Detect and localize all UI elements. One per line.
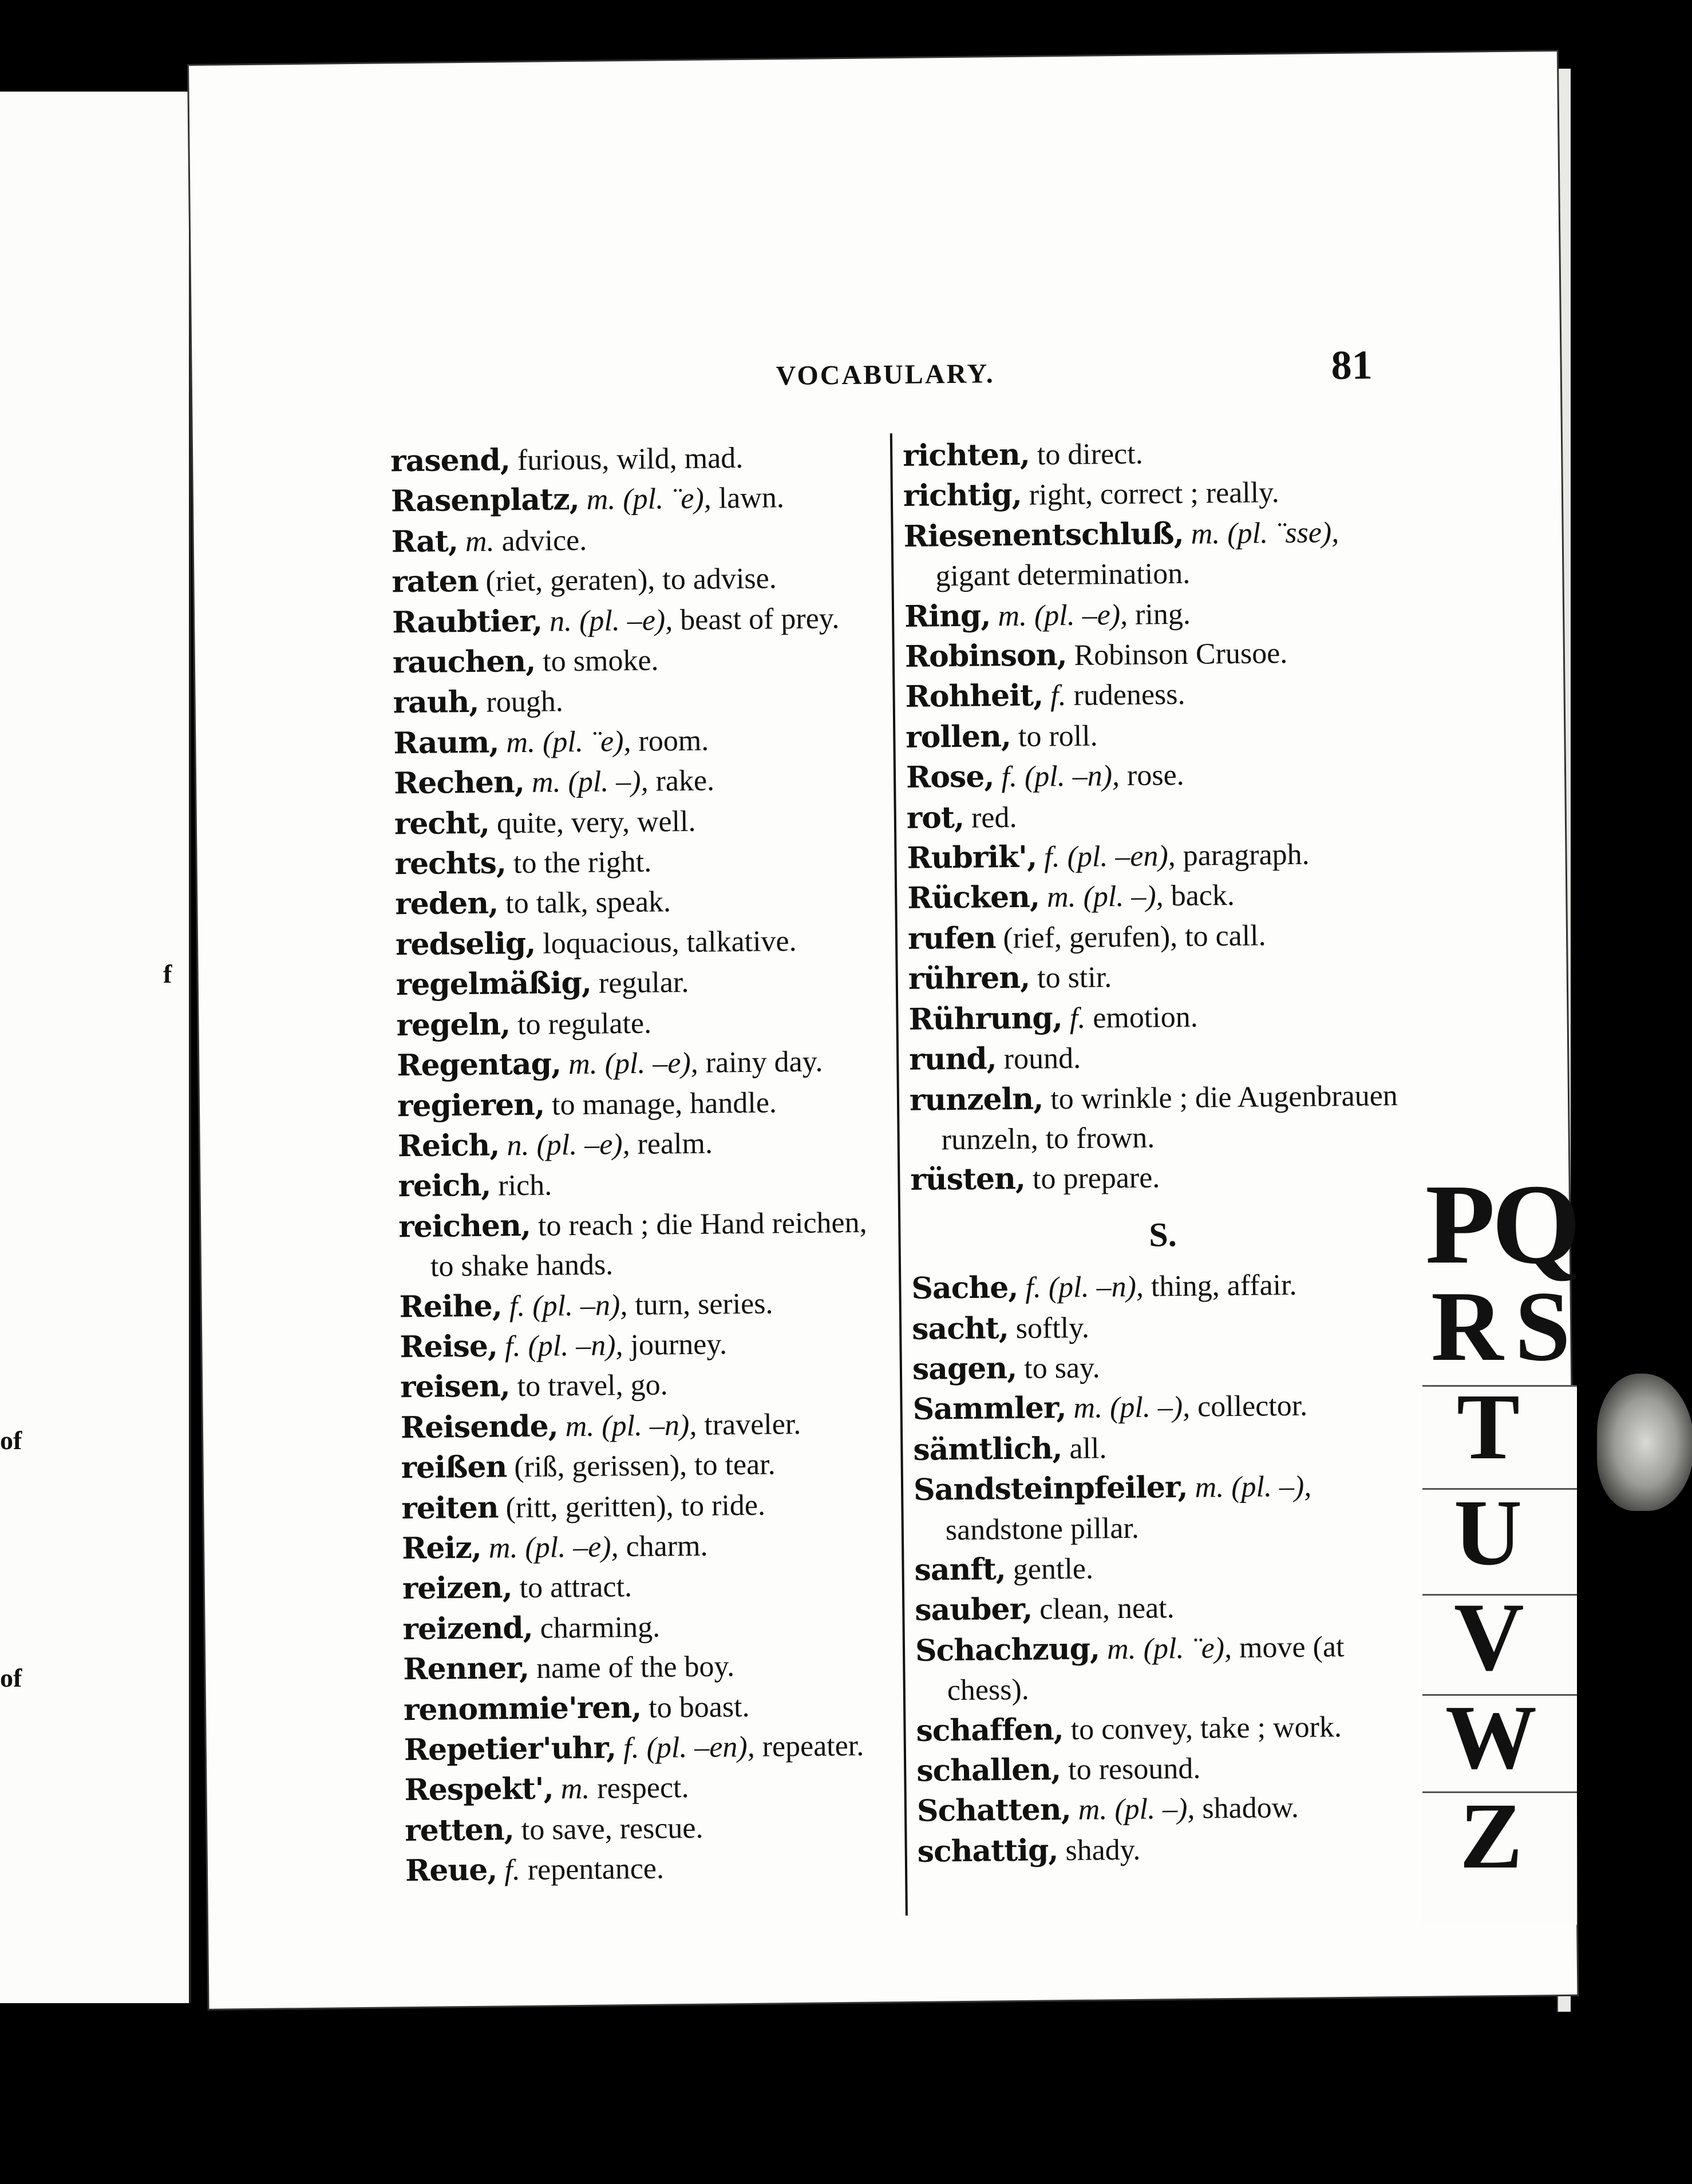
vocabulary-entry bbox=[912, 1384, 1417, 1430]
vocabulary-entry bbox=[907, 873, 1412, 919]
headword: reisen, bbox=[400, 1368, 511, 1405]
headword: reizend, bbox=[402, 1610, 533, 1647]
definition: rough. bbox=[479, 685, 564, 719]
definition: to prepare. bbox=[1025, 1161, 1160, 1196]
headword: rüsten, bbox=[910, 1161, 1026, 1198]
vocabulary-entry bbox=[912, 1304, 1416, 1350]
definition: beast of prey. bbox=[672, 602, 840, 636]
headword: recht, bbox=[394, 805, 490, 841]
vocabulary-entry bbox=[397, 1040, 890, 1086]
thumb-tab-pq: PQ bbox=[1425, 1161, 1578, 1288]
vocabulary-entry bbox=[906, 713, 1410, 758]
page-header bbox=[191, 279, 1382, 391]
vocabulary-entry bbox=[405, 1806, 898, 1851]
grammar-note: f. (pl. –n), bbox=[1018, 1270, 1144, 1305]
vocabulary-entry bbox=[404, 1725, 896, 1770]
vocabulary-entry bbox=[402, 1524, 895, 1569]
headword: Rubrik', bbox=[907, 839, 1037, 876]
headword: schaffen, bbox=[916, 1711, 1064, 1748]
vocabulary-entry bbox=[910, 1155, 1414, 1201]
vocabulary-column-right bbox=[903, 431, 1421, 1872]
headword: Schatten, bbox=[916, 1792, 1072, 1829]
grammar-note: f. bbox=[497, 1854, 521, 1887]
headword: sacht, bbox=[911, 1310, 1009, 1347]
definition: to say. bbox=[1016, 1351, 1100, 1385]
vocabulary-entry bbox=[404, 1685, 896, 1730]
definition: charm. bbox=[618, 1529, 708, 1564]
headword: Repetier'uhr, bbox=[404, 1730, 616, 1768]
definition: Robinson Crusoe. bbox=[1066, 636, 1288, 672]
headword: Ring, bbox=[904, 598, 991, 634]
grammar-note: m. (pl. ¨sse), bbox=[1183, 516, 1339, 551]
definition: to resound. bbox=[1060, 1752, 1201, 1787]
definition: shady. bbox=[1058, 1833, 1141, 1868]
vocabulary-entry bbox=[398, 1202, 891, 1287]
headword: schallen, bbox=[916, 1752, 1061, 1789]
grammar-note: m. (pl. –), bbox=[1039, 880, 1164, 914]
definition: (riet, geraten), to advise. bbox=[478, 562, 777, 598]
definition: to roll. bbox=[1010, 719, 1098, 753]
headword: schattig, bbox=[917, 1833, 1058, 1869]
definition: quite, very, well. bbox=[489, 805, 696, 840]
vocabulary-entry bbox=[393, 718, 886, 763]
headword: Regentag, bbox=[396, 1046, 562, 1083]
definition: clean, neat. bbox=[1031, 1592, 1175, 1627]
vocabulary-entry bbox=[916, 1706, 1420, 1751]
vocabulary-entry bbox=[400, 1363, 893, 1408]
vocabulary-entry bbox=[390, 436, 883, 481]
vocabulary-entry bbox=[403, 1644, 896, 1690]
vocabulary-entry bbox=[910, 1075, 1414, 1160]
vocabulary-entry bbox=[402, 1564, 895, 1609]
definition: traveler. bbox=[697, 1407, 801, 1442]
vocabulary-entry bbox=[401, 1443, 894, 1488]
definition: charming. bbox=[532, 1611, 661, 1645]
headword: rufen bbox=[907, 920, 996, 956]
headword: sauber, bbox=[915, 1592, 1033, 1628]
definition: to direct. bbox=[1029, 437, 1143, 472]
headword: sagen, bbox=[912, 1350, 1017, 1387]
headword: Reihe, bbox=[399, 1288, 503, 1324]
headword: regelmäßig, bbox=[396, 966, 592, 1003]
definition: rose. bbox=[1119, 759, 1184, 793]
definition: lawn. bbox=[711, 481, 785, 515]
definition: all. bbox=[1062, 1432, 1107, 1465]
definition: to smoke. bbox=[535, 644, 659, 678]
page-number: 81 bbox=[1331, 342, 1373, 389]
definition: thing, affair. bbox=[1143, 1268, 1297, 1303]
vocabulary-entry bbox=[917, 1826, 1421, 1872]
grammar-note: f. bbox=[1062, 1002, 1086, 1035]
definition: (ritt, geritten), to ride. bbox=[498, 1489, 766, 1525]
definition: to wrinkle ; die Augenbrauen runzeln, to frown. bbox=[941, 1079, 1398, 1157]
headword: reißen bbox=[401, 1449, 507, 1486]
running-head: VOCABULARY. bbox=[776, 358, 995, 391]
vocabulary-entry bbox=[394, 839, 887, 884]
definition: shadow. bbox=[1195, 1791, 1299, 1826]
definition: to reach ; die Hand reichen, to shake hands. bbox=[430, 1206, 867, 1283]
definition: emotion. bbox=[1085, 1000, 1198, 1035]
headword: Sandsteinpfeiler, bbox=[913, 1470, 1188, 1508]
grammar-note: m. (pl. –), bbox=[1187, 1470, 1312, 1505]
vocabulary-entry bbox=[908, 954, 1412, 1000]
grammar-note: f. (pl. –n), bbox=[497, 1329, 623, 1363]
vocabulary-entry bbox=[903, 431, 1407, 477]
headword: Raubtier, bbox=[392, 603, 543, 640]
headword: Reue, bbox=[405, 1852, 497, 1889]
headword: Reisende, bbox=[400, 1408, 559, 1446]
headword: rund, bbox=[908, 1041, 997, 1078]
definition: repeater. bbox=[754, 1729, 864, 1763]
definition: (riß, gerissen), to tear. bbox=[507, 1448, 776, 1484]
headword: Respekt', bbox=[404, 1771, 554, 1808]
definition: journey. bbox=[623, 1328, 728, 1362]
section-r-entries bbox=[903, 431, 1414, 1201]
vocabulary-entry bbox=[914, 1545, 1418, 1591]
vocabulary-column-left bbox=[390, 436, 898, 1891]
vocabulary-entry bbox=[915, 1625, 1420, 1711]
definition: loquacious, talkative. bbox=[535, 924, 797, 960]
grammar-note: m. (pl. ¨e), bbox=[1099, 1631, 1232, 1666]
definition: to attract. bbox=[512, 1570, 632, 1605]
definition: ring. bbox=[1127, 598, 1191, 631]
definition: to travel, go. bbox=[509, 1368, 668, 1403]
vocabulary-entry bbox=[394, 799, 887, 844]
thumb-tab-z: Z bbox=[1460, 1783, 1523, 1888]
thumb-tab-rs: RS bbox=[1431, 1271, 1582, 1382]
grammar-note: m. (pl. –e), bbox=[990, 598, 1128, 633]
headword: Sammler, bbox=[912, 1390, 1066, 1427]
grammar-note: n. (pl. –e), bbox=[541, 603, 673, 638]
definition: gigant determination. bbox=[935, 557, 1191, 593]
vocabulary-entry bbox=[391, 477, 884, 522]
definition: respect. bbox=[589, 1771, 689, 1806]
vocabulary-entry bbox=[907, 833, 1411, 879]
definition: (rief, gerufen), to call. bbox=[995, 919, 1266, 955]
vocabulary-entry bbox=[903, 471, 1408, 517]
definition: advice. bbox=[494, 524, 587, 558]
paper-damage bbox=[1597, 1374, 1692, 1511]
vocabulary-entry bbox=[903, 512, 1408, 597]
headword: rauh, bbox=[393, 685, 479, 721]
definition: repentance. bbox=[520, 1852, 665, 1887]
definition: room. bbox=[631, 724, 709, 758]
headword: richtig, bbox=[903, 477, 1022, 514]
definition: move (at chess). bbox=[947, 1630, 1345, 1707]
definition: to save, rescue. bbox=[513, 1811, 703, 1847]
headword: reizen, bbox=[402, 1570, 512, 1607]
thumb-tab-t: T bbox=[1457, 1374, 1520, 1479]
previous-page-edge bbox=[0, 92, 191, 2003]
definition: rake. bbox=[648, 764, 715, 798]
vocabulary-entry bbox=[392, 557, 884, 603]
headword: Rührung, bbox=[908, 1000, 1063, 1037]
headword: rechts, bbox=[394, 845, 507, 882]
headword: reich, bbox=[398, 1168, 491, 1204]
grammar-note: m. (pl. ¨e), bbox=[579, 482, 712, 517]
headword: retten, bbox=[404, 1812, 515, 1849]
vocabulary-entry bbox=[905, 672, 1409, 718]
thumb-index bbox=[1420, 1161, 1591, 1912]
vocabulary-entry bbox=[396, 920, 888, 965]
section-s-entries bbox=[911, 1264, 1421, 1872]
vocabulary-entry bbox=[398, 1162, 891, 1207]
headword: Rose, bbox=[906, 759, 994, 796]
vocabulary-entry bbox=[395, 880, 888, 925]
headword: Schachzug, bbox=[915, 1631, 1100, 1668]
grammar-note: m. (pl. –), bbox=[1066, 1391, 1191, 1425]
headword: Rohheit, bbox=[905, 678, 1043, 715]
definition: sandstone pillar. bbox=[945, 1512, 1140, 1546]
headword: Reise, bbox=[400, 1328, 498, 1365]
grammar-note: m. (pl. –n), bbox=[558, 1408, 697, 1443]
headword: Sache, bbox=[911, 1270, 1018, 1307]
grammar-note: m. bbox=[553, 1772, 590, 1806]
headword: rot, bbox=[906, 800, 964, 836]
definition: red. bbox=[963, 801, 1017, 834]
thumb-tab-v: V bbox=[1454, 1583, 1524, 1691]
definition: turn, series. bbox=[627, 1287, 773, 1322]
headword: sanft, bbox=[914, 1552, 1006, 1588]
vocabulary-entry bbox=[405, 1846, 898, 1891]
grammar-note: m. bbox=[457, 525, 495, 558]
headword: regieren, bbox=[397, 1087, 545, 1123]
thumb-tab-w: W bbox=[1445, 1686, 1537, 1788]
definition: paragraph. bbox=[1175, 838, 1310, 873]
grammar-note: m. (pl. ¨e), bbox=[499, 725, 631, 759]
section-letter: S. bbox=[1148, 1215, 1177, 1254]
vocabulary-entry bbox=[908, 994, 1413, 1040]
vocabulary-entry bbox=[917, 1786, 1421, 1832]
grammar-note: m. (pl. –e), bbox=[560, 1046, 699, 1081]
headword: redselig, bbox=[395, 925, 536, 963]
vocabulary-entry bbox=[905, 632, 1409, 678]
headword: reiten bbox=[401, 1490, 499, 1526]
headword: Raum, bbox=[393, 725, 499, 761]
vocabulary-entry bbox=[404, 1766, 897, 1811]
definition: collector. bbox=[1189, 1390, 1308, 1424]
definition: to regulate. bbox=[509, 1007, 652, 1041]
headword: Rasenplatz, bbox=[390, 482, 580, 519]
definition: realm. bbox=[630, 1127, 713, 1161]
headword: reichen, bbox=[398, 1208, 531, 1244]
definition: back. bbox=[1163, 879, 1235, 913]
definition: furious, wild, mad. bbox=[509, 441, 744, 477]
definition: rainy day. bbox=[698, 1045, 823, 1079]
vocabulary-entry bbox=[908, 914, 1412, 960]
grammar-note: f. (pl. –en), bbox=[1036, 840, 1176, 874]
vocabulary-entry bbox=[399, 1282, 892, 1327]
definition: softly. bbox=[1008, 1311, 1090, 1345]
definition: to the right. bbox=[505, 845, 652, 880]
definition: rich. bbox=[491, 1169, 552, 1202]
definition: round. bbox=[996, 1042, 1081, 1076]
vocabulary-entry bbox=[397, 1081, 890, 1126]
vocabulary-entry bbox=[402, 1604, 895, 1649]
vocabulary-entry bbox=[401, 1483, 894, 1529]
definition: to manage, handle. bbox=[544, 1086, 777, 1122]
vocabulary-entry bbox=[392, 598, 885, 643]
headword: Rücken, bbox=[907, 879, 1040, 916]
vocabulary-entry bbox=[394, 759, 887, 804]
grammar-note: f. (pl. –n), bbox=[994, 759, 1120, 794]
headword: runzeln, bbox=[909, 1081, 1043, 1118]
vocabulary-entry bbox=[915, 1585, 1419, 1631]
headword: rollen, bbox=[906, 718, 1011, 755]
headword: Robinson, bbox=[904, 638, 1067, 674]
headword: Reich, bbox=[397, 1127, 500, 1164]
vocabulary-entry bbox=[400, 1322, 892, 1367]
book-page bbox=[189, 52, 1577, 2009]
vocabulary-entry bbox=[913, 1425, 1417, 1470]
headword: Renner, bbox=[403, 1651, 529, 1687]
vocabulary-entry bbox=[909, 1035, 1413, 1081]
vocabulary-entry bbox=[397, 1121, 890, 1166]
vocabulary-entry bbox=[401, 1403, 894, 1448]
grammar-note: n. (pl. –e), bbox=[499, 1127, 630, 1162]
definition: gentle. bbox=[1005, 1552, 1094, 1586]
headword: rühren, bbox=[908, 960, 1030, 997]
left-page-fragment: of bbox=[0, 1663, 22, 1692]
vocabulary-entry bbox=[916, 1746, 1421, 1792]
vocabulary-entry bbox=[393, 638, 885, 683]
vocabulary-entry bbox=[911, 1264, 1416, 1309]
definition: rudeness. bbox=[1066, 678, 1185, 713]
headword: rauchen, bbox=[392, 643, 536, 680]
headword: Reiz, bbox=[401, 1530, 482, 1566]
headword: renommie'ren, bbox=[403, 1690, 642, 1727]
grammar-note: m. (pl. –), bbox=[1070, 1793, 1195, 1827]
headword: reden, bbox=[395, 885, 499, 922]
vocabulary-entry bbox=[396, 1000, 889, 1046]
definition: to convey, take ; work. bbox=[1063, 1710, 1342, 1746]
vocabulary-entry bbox=[912, 1344, 1417, 1390]
vocabulary-entry bbox=[391, 517, 884, 562]
grammar-note: m. (pl. –), bbox=[524, 765, 649, 800]
headword: raten bbox=[392, 563, 479, 600]
vocabulary-entry bbox=[393, 678, 885, 723]
vocabulary-entry bbox=[906, 793, 1410, 838]
headword: Rechen, bbox=[393, 765, 525, 801]
headword: richten, bbox=[902, 437, 1030, 473]
headword: rasend, bbox=[390, 442, 511, 479]
definition: regular. bbox=[591, 966, 689, 1000]
definition: to stir. bbox=[1029, 961, 1112, 995]
vocabulary-entry bbox=[906, 753, 1410, 798]
headword: Riesenentschluß, bbox=[903, 516, 1184, 554]
grammar-note: f. (pl. –en), bbox=[615, 1730, 755, 1765]
grammar-note: f. bbox=[1042, 679, 1066, 713]
grammar-note: f. (pl. –n), bbox=[501, 1288, 628, 1323]
vocabulary-entry bbox=[396, 960, 888, 1006]
vocabulary-entry bbox=[914, 1465, 1418, 1550]
headword: sämtlich, bbox=[913, 1430, 1062, 1467]
definition: name of the boy. bbox=[528, 1650, 735, 1686]
left-page-fragment: f bbox=[163, 959, 172, 988]
definition: to boast. bbox=[641, 1690, 750, 1724]
left-page-fragment: of bbox=[0, 1426, 22, 1455]
definition: right, correct ; really. bbox=[1021, 476, 1280, 512]
thumb-tab-u: U bbox=[1454, 1480, 1523, 1585]
grammar-note: m. (pl. –e), bbox=[481, 1530, 619, 1565]
definition: to talk, speak. bbox=[497, 885, 671, 920]
headword: regeln, bbox=[396, 1006, 511, 1043]
headword: Rat, bbox=[391, 523, 458, 560]
vocabulary-entry bbox=[904, 591, 1409, 637]
